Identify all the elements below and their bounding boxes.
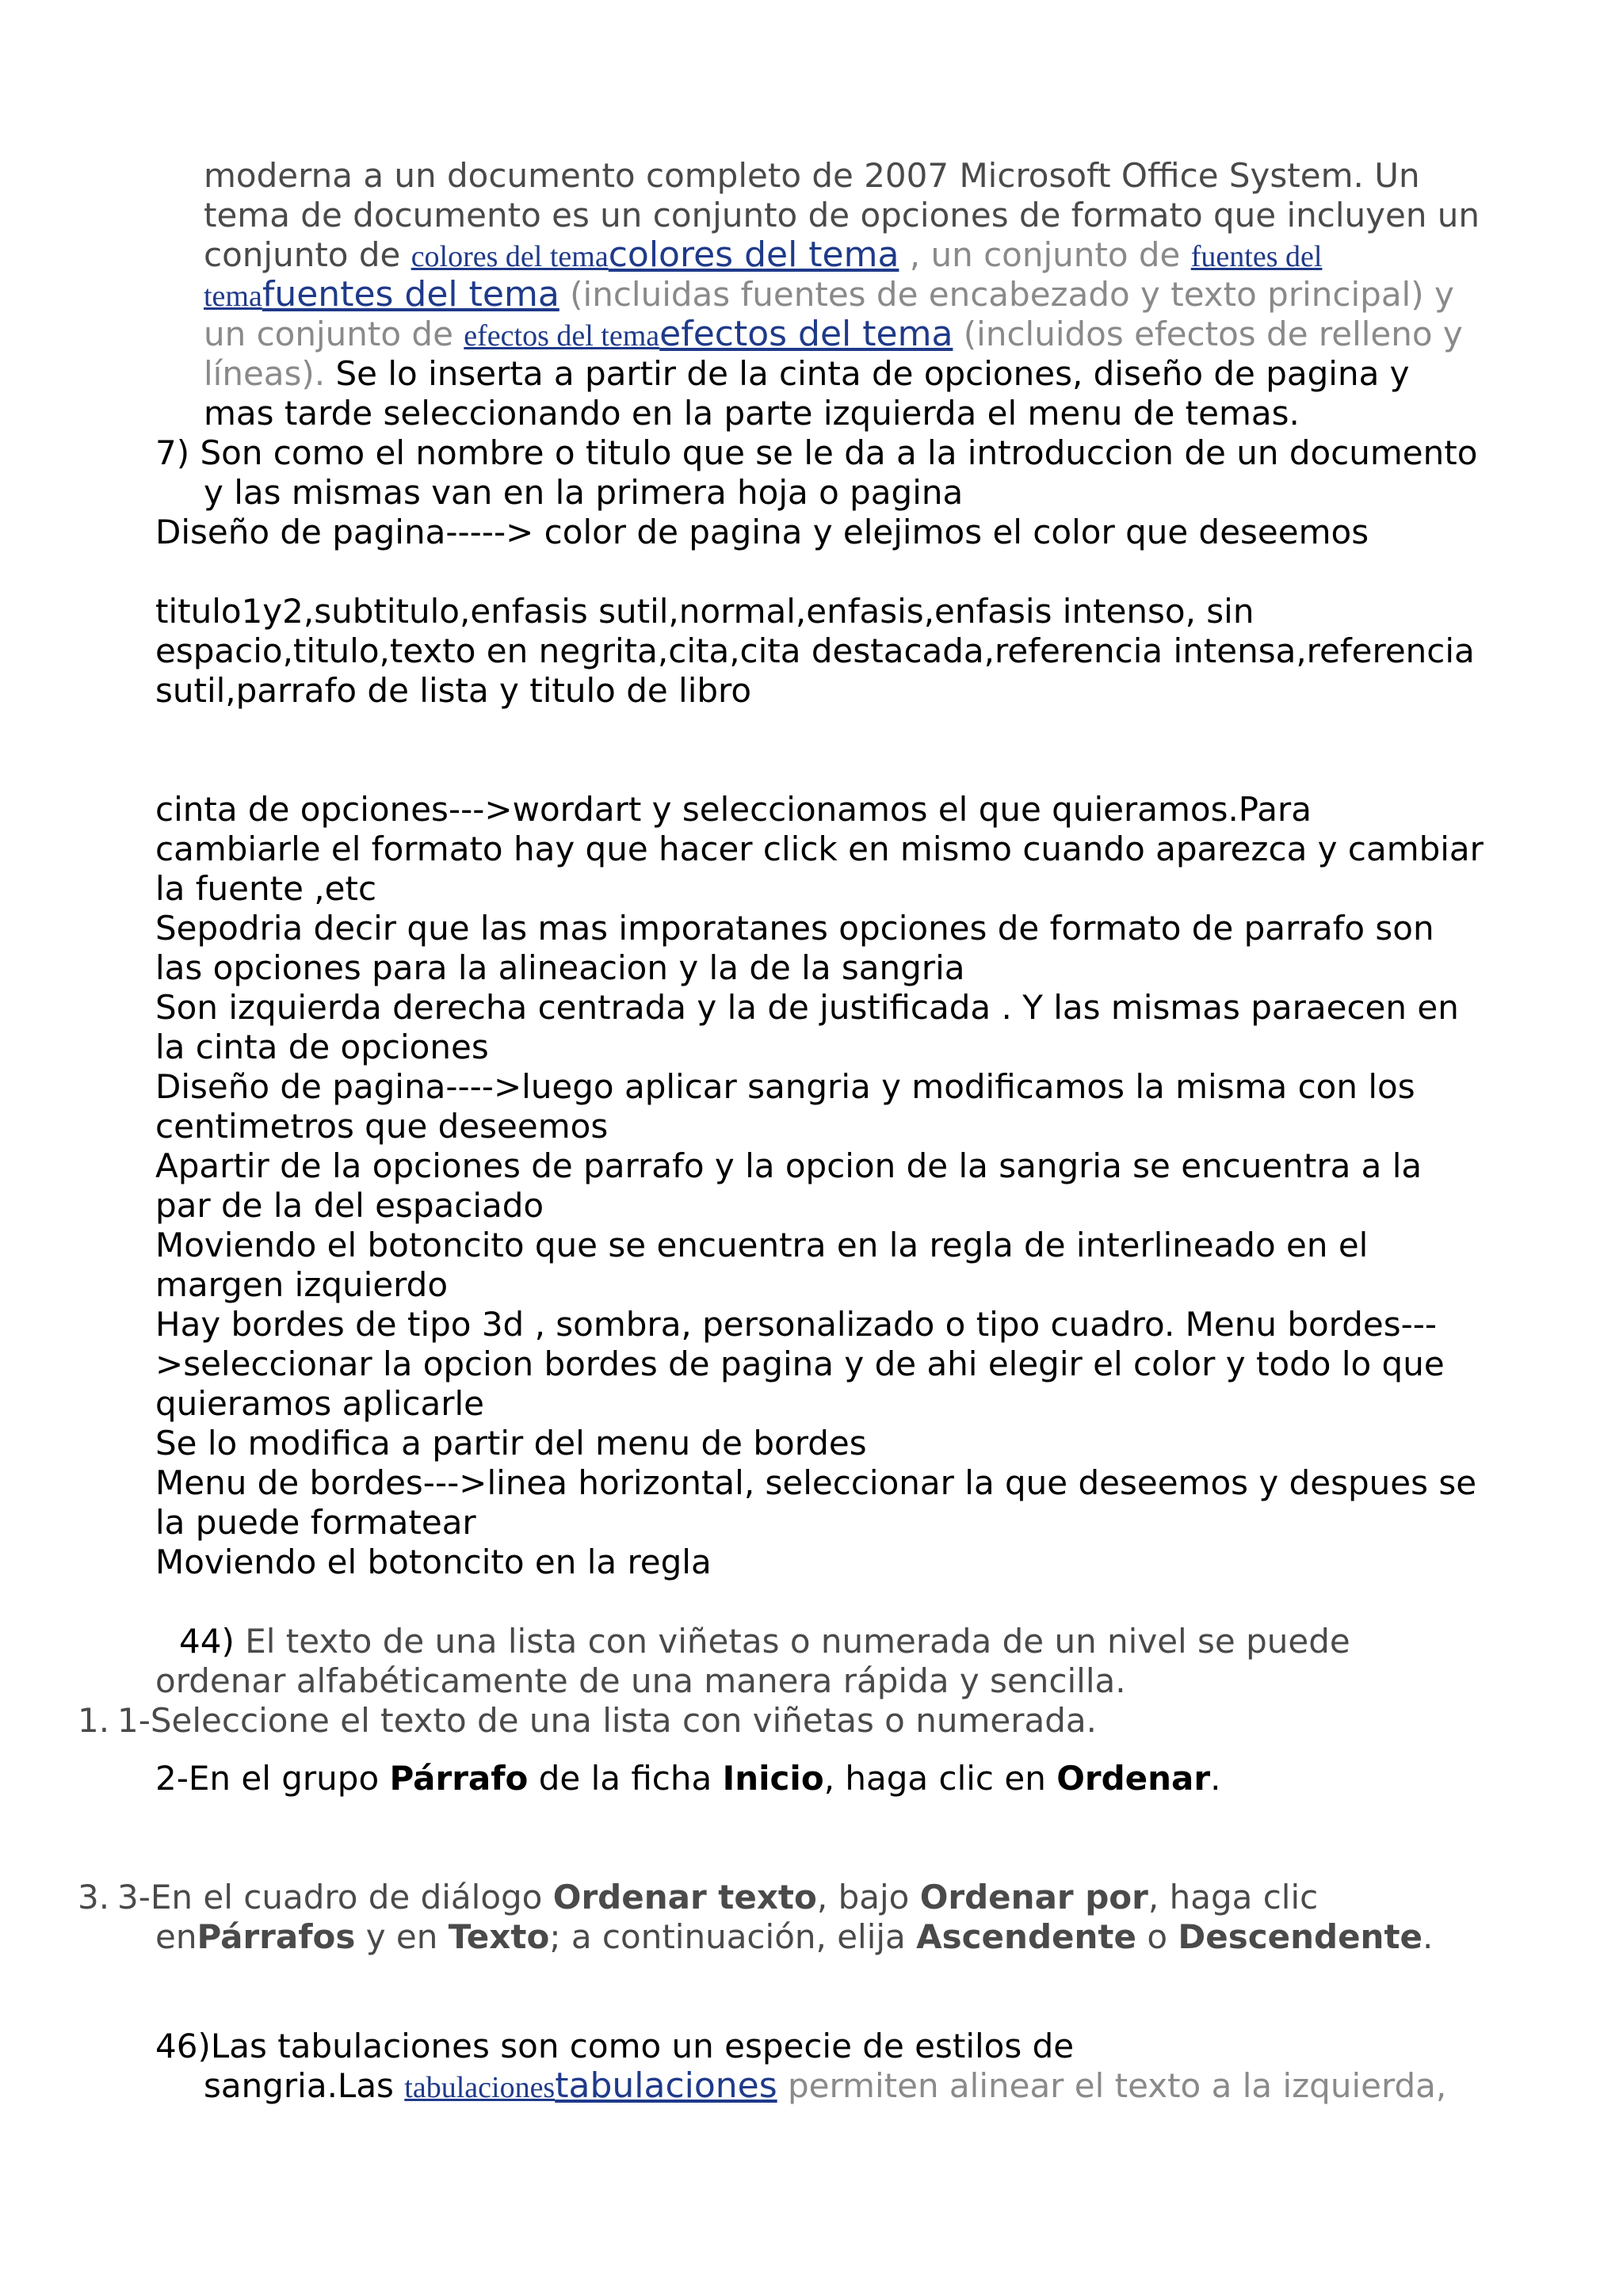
doc-line: margen izquierdo (155, 1265, 449, 1304)
doc-line (155, 1759, 1220, 1798)
text-run: Párrafo (389, 1759, 529, 1798)
doc-line: 46)Las tabulaciones son como un especie de estilos de (155, 2027, 1075, 2065)
hyperlink[interactable]: fuentes del (1190, 240, 1323, 273)
list-marker: 1. (78, 1701, 110, 1740)
text-run: (incluidos efectos de relleno y (953, 315, 1463, 353)
doc-line: la fuente ,etc (155, 869, 377, 908)
text-run: Ordenar por (919, 1878, 1148, 1917)
doc-line (117, 1878, 1318, 1917)
text-run: Texto (448, 1917, 550, 1956)
text-run: Párrafos (197, 1917, 356, 1956)
text-run: conjunto de (204, 235, 411, 274)
doc-line: Se lo modifica a partir del menu de bordes (155, 1424, 867, 1463)
doc-line: quieramos aplicarle (155, 1384, 484, 1423)
text-run: de la ficha (528, 1759, 723, 1798)
list-marker: 3. (78, 1878, 110, 1917)
doc-line (204, 354, 1410, 394)
doc-line: y las mismas van en la primera hoja o pagina (204, 473, 964, 512)
text-run: 3-En el cuadro de diálogo (117, 1878, 553, 1917)
text-run: un conjunto de (204, 315, 464, 353)
text-run: Ordenar (1056, 1759, 1211, 1798)
doc-line (155, 1917, 1433, 1957)
hyperlink[interactable]: tema (204, 280, 262, 313)
doc-line: Menu de bordes--->linea horizontal, seleccionar la que deseemos y despues se (155, 1463, 1477, 1502)
text-run: , haga clic (1148, 1878, 1319, 1917)
text-run: . (1210, 1759, 1221, 1798)
doc-line: cinta de opciones--->wordart y seleccionamos el que quieramos.Para (155, 790, 1312, 829)
text-run: en (155, 1917, 197, 1956)
doc-line: espacio,titulo,texto en negrita,cita,cita destacada,referencia intensa,referencia (155, 631, 1475, 670)
text-run: Descendente (1178, 1917, 1423, 1956)
hyperlink[interactable]: efectos del tema (659, 314, 953, 354)
doc-line: cambiarle el formato hay que hacer click en mismo cuando aparezca y cambiar (155, 830, 1484, 868)
doc-line: Diseño de pagina---->luego aplicar sangria y modificamos la misma con los (155, 1067, 1415, 1106)
doc-line: la puede formatear (155, 1503, 476, 1542)
text-run: ; a continuación, elija (549, 1917, 917, 1956)
doc-line: Sepodria decir que las mas imporatanes opciones de formato de parrafo son (155, 909, 1434, 948)
doc-line: moderna a un documento completo de 2007 Microsoft Office System. Un (204, 156, 1420, 195)
doc-line: tema de documento es un conjunto de opciones de formato que incluyen un (204, 196, 1480, 235)
doc-line: 7) Son como el nombre o titulo que se le da a la introduccion de un documento (155, 433, 1478, 472)
text-run: sangria.Las (204, 2066, 405, 2105)
item-number: 44) (179, 1622, 235, 1661)
text-run: Ordenar texto (552, 1878, 817, 1917)
text-run: permiten alinear el texto a la izquierda, (777, 2066, 1447, 2105)
text-run: . (1423, 1917, 1434, 1956)
doc-line: mas tarde seleccionando en la parte izquierda el menu de temas. (204, 394, 1300, 433)
text-run: y en (355, 1917, 449, 1956)
text-run: o (1136, 1917, 1178, 1956)
doc-line (204, 315, 1463, 356)
doc-line: Moviendo el botoncito en la regla (155, 1543, 712, 1581)
text-run: Ascendente (916, 1917, 1136, 1956)
doc-line: Diseño de pagina-----> color de pagina y elejimos el color que deseemos (155, 513, 1369, 551)
doc-line: la cinta de opciones (155, 1028, 489, 1066)
doc-line: par de la del espaciado (155, 1186, 544, 1225)
doc-line (179, 1622, 1350, 1661)
text-run: , haga clic en (823, 1759, 1057, 1798)
doc-line: Son izquierda derecha centrada y la de justificada . Y las mismas paraecen en (155, 988, 1459, 1027)
hyperlink[interactable]: colores del tema (411, 240, 609, 273)
text-run: Se lo inserta a partir de la cinta de opciones, diseño de pagina y (335, 354, 1410, 393)
doc-line: Moviendo el botoncito que se encuentra en la regla de interlineado en el (155, 1226, 1369, 1264)
hyperlink[interactable]: tabulaciones (555, 2065, 777, 2106)
hyperlink[interactable]: fuentes del tema (262, 274, 559, 315)
text-run: líneas). (204, 354, 336, 393)
text-run: , un conjunto de (899, 235, 1191, 274)
text-run: 2-En el grupo (155, 1759, 390, 1798)
doc-line: centimetros que deseemos (155, 1107, 609, 1146)
text-run: (incluidas fuentes de encabezado y texto principal) y (559, 275, 1454, 314)
hyperlink[interactable]: tabulaciones (404, 2071, 556, 2104)
doc-line: 1-Seleccione el texto de una lista con viñetas o numerada. (117, 1701, 1097, 1740)
text-run: El texto de una lista con viñetas o numerada de un nivel se puede (234, 1622, 1350, 1661)
text-run: , bajo (816, 1878, 920, 1917)
doc-line: las opciones para la alineacion y la de la sangria (155, 948, 965, 987)
doc-line: >seleccionar la opcion bordes de pagina y de ahi elegir el color y todo lo que (155, 1344, 1445, 1383)
doc-line (204, 2066, 1446, 2107)
text-run: Inicio (722, 1759, 824, 1798)
doc-line: titulo1y2,subtitulo,enfasis sutil,normal,enfasis,enfasis intenso, sin (155, 592, 1254, 631)
doc-line: Hay bordes de tipo 3d , sombra, personalizado o tipo cuadro. Menu bordes--- (155, 1305, 1438, 1344)
doc-line (204, 235, 1322, 277)
doc-line: ordenar alfabéticamente de una manera rápida y sencilla. (155, 1661, 1126, 1700)
doc-line (204, 275, 1454, 316)
hyperlink[interactable]: efectos del tema (464, 319, 660, 353)
hyperlink[interactable]: colores del tema (608, 235, 899, 275)
doc-line: sutil,parrafo de lista y titulo de libro (155, 671, 752, 710)
doc-line: Apartir de la opciones de parrafo y la opcion de la sangria se encuentra a la (155, 1146, 1423, 1185)
